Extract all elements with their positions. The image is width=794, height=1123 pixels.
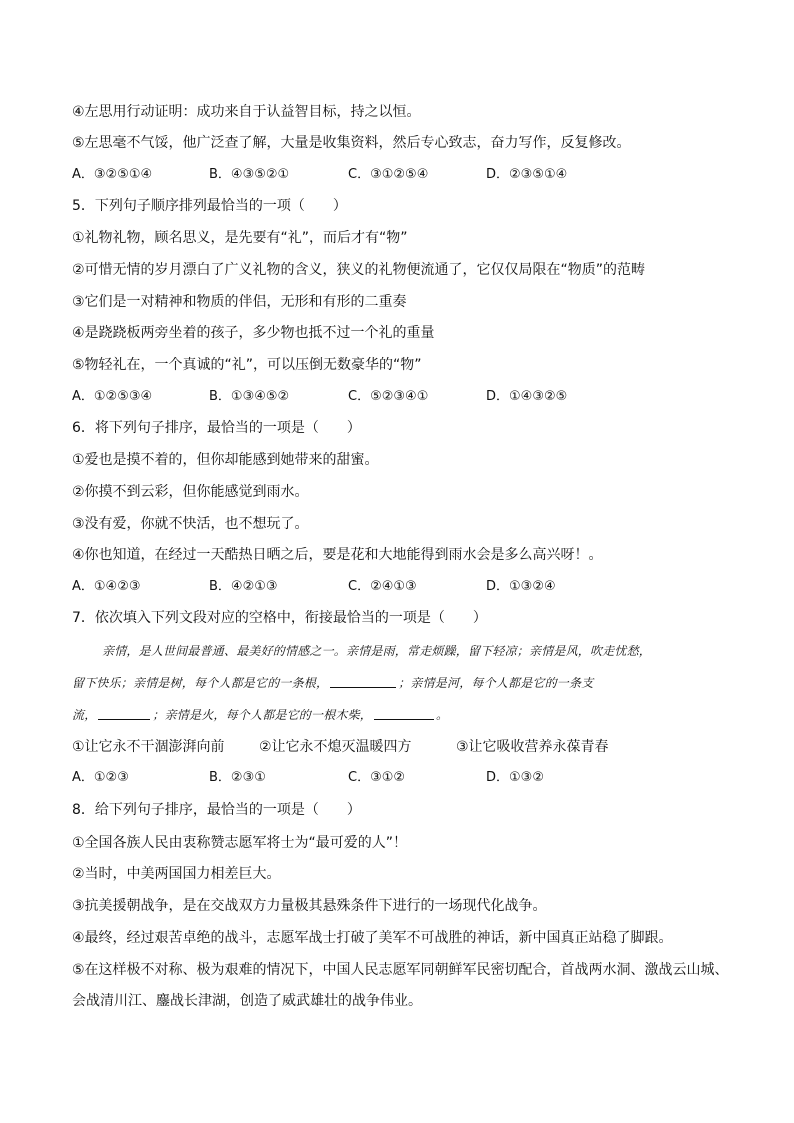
q5-sentence-4: ④是跷跷板两旁坐着的孩子，多少物也抵不过一个礼的重量 (72, 325, 435, 341)
q5-option-d: D．①④③②⑤ (486, 389, 568, 404)
q5-option-a: A．①②⑤③④ (72, 389, 153, 404)
q6-sentence-3: ③没有爱，你就不快活，也不想玩了。 (72, 516, 309, 532)
q8-sentence-2: ②当时，中美两国国力相差巨大。 (72, 866, 281, 882)
q7-passage-line-3 (72, 705, 448, 725)
fill-blank-1 (330, 675, 396, 688)
q8-sentence-5-line-1: ⑤在这样极不对称、极为艰难的情况下，中国人民志愿军同朝鲜军民密切配合，首战两水洞、激战云山城、 (72, 962, 729, 978)
q5-option-c: C．⑤②③④① (348, 389, 429, 404)
q7-option-c: C．③①② (348, 770, 406, 785)
q8-sentence-4: ④最终，经过艰苦卓绝的战斗，志愿军战士打破了美军不可战胜的神话，新中国真正站稳了脚跟。 (72, 930, 673, 946)
q6-option-d: D．①③②④ (486, 579, 556, 594)
fill-blank-2 (98, 707, 150, 720)
q4-option-a: A．③②⑤①④ (72, 167, 153, 182)
q4-statement-4: ④左思用行动证明：成功来自于认益智目标，持之以恒。 (72, 104, 421, 120)
q6-option-a: A．①④②③ (72, 579, 141, 594)
q7-choice-2: ②让它永不熄灭温暖四方 (259, 739, 412, 755)
q6-stem: 6．将下列句子排序，最恰当的一项是（ ） (72, 420, 361, 436)
q8-sentence-5-line-2: 会战清川江、鏖战长津湖，创造了威武雄壮的战争伟业。 (72, 993, 422, 1009)
q5-sentence-2: ②可惜无情的岁月漂白了广义礼物的含义，狭义的礼物便流通了，它仅仅局限在“物质”的范畴 (72, 262, 646, 278)
q4-statement-5: ⑤左思毫不气馁，他广泛查了解，大量是收集资料，然后专心致志，奋力写作，反复修改。 (72, 135, 631, 151)
q8-sentence-3: ③抗美援朝战争，是在交战双方力量极其悬殊条件下进行的一场现代化战争。 (72, 898, 547, 914)
q5-option-b: B．①③④⑤② (209, 389, 290, 404)
q5-sentence-3: ③它们是一对精神和物质的伴侣，无形和有形的二重奏 (72, 294, 407, 310)
q7-choice-1: ①让它永不干涸澎湃向前 (72, 739, 225, 755)
q8-stem: 8．给下列句子排序，最恰当的一项是（ ） (72, 802, 361, 818)
passage-text: 留下快乐；亲情是树，每个人都是它的一条根， (72, 676, 329, 690)
q7-choice-3: ③让它吸收营养永葆青春 (456, 739, 609, 755)
q6-sentence-1: ①爱也是摸不着的，但你却能感到她带来的甜蜜。 (72, 452, 379, 468)
passage-text: 流， (72, 708, 97, 722)
q4-option-c: C．③①②⑤④ (348, 167, 429, 182)
q6-option-b: B．④②①③ (209, 579, 278, 594)
q6-sentence-4: ④你也知道，在经过一天酷热日晒之后，要是花和大地能得到雨水会是多么高兴呀！。 (72, 547, 603, 563)
q6-option-c: C．②④①③ (348, 579, 417, 594)
q4-option-b: B．④③⑤②① (209, 167, 290, 182)
q5-sentence-5: ⑤物轻礼在，一个真诚的“礼”，可以压倒无数豪华的“物” (72, 357, 422, 373)
q5-sentence-1: ①礼物礼物，顾名思义，是先要有“礼”，而后才有“物” (72, 230, 408, 246)
q7-stem: 7．依次填入下列文段对应的空格中，衔接最恰当的一项是（ ） (72, 610, 487, 626)
passage-text: ；亲情是火，每个人都是它的一根木柴， (152, 708, 373, 722)
q7-passage-line-1: 亲情，是人世间最普通、最美好的情感之一。亲情是雨，常走烦躁，留下轻凉；亲情是风，吹走忧愁， (102, 644, 652, 658)
q7-option-a: A．①②③ (72, 770, 129, 785)
q5-stem: 5．下列句子顺序排列最恰当的一项（ ） (72, 198, 347, 214)
passage-text: 。 (436, 708, 449, 722)
fill-blank-3 (374, 707, 434, 720)
q7-option-d: D．①③② (486, 770, 544, 785)
passage-text: ；亲情是河，每个人都是它的一条支 (398, 676, 594, 690)
q7-option-b: B．②③① (209, 770, 266, 785)
q8-sentence-1: ①全国各族人民由衷称赞志愿军将士为“最可爱的人”！ (72, 835, 408, 851)
q4-option-d: D．②③⑤①④ (486, 167, 568, 182)
q6-sentence-2: ②你摸不到云彩，但你能感觉到雨水。 (72, 484, 309, 500)
q7-passage-line-2 (72, 673, 593, 693)
